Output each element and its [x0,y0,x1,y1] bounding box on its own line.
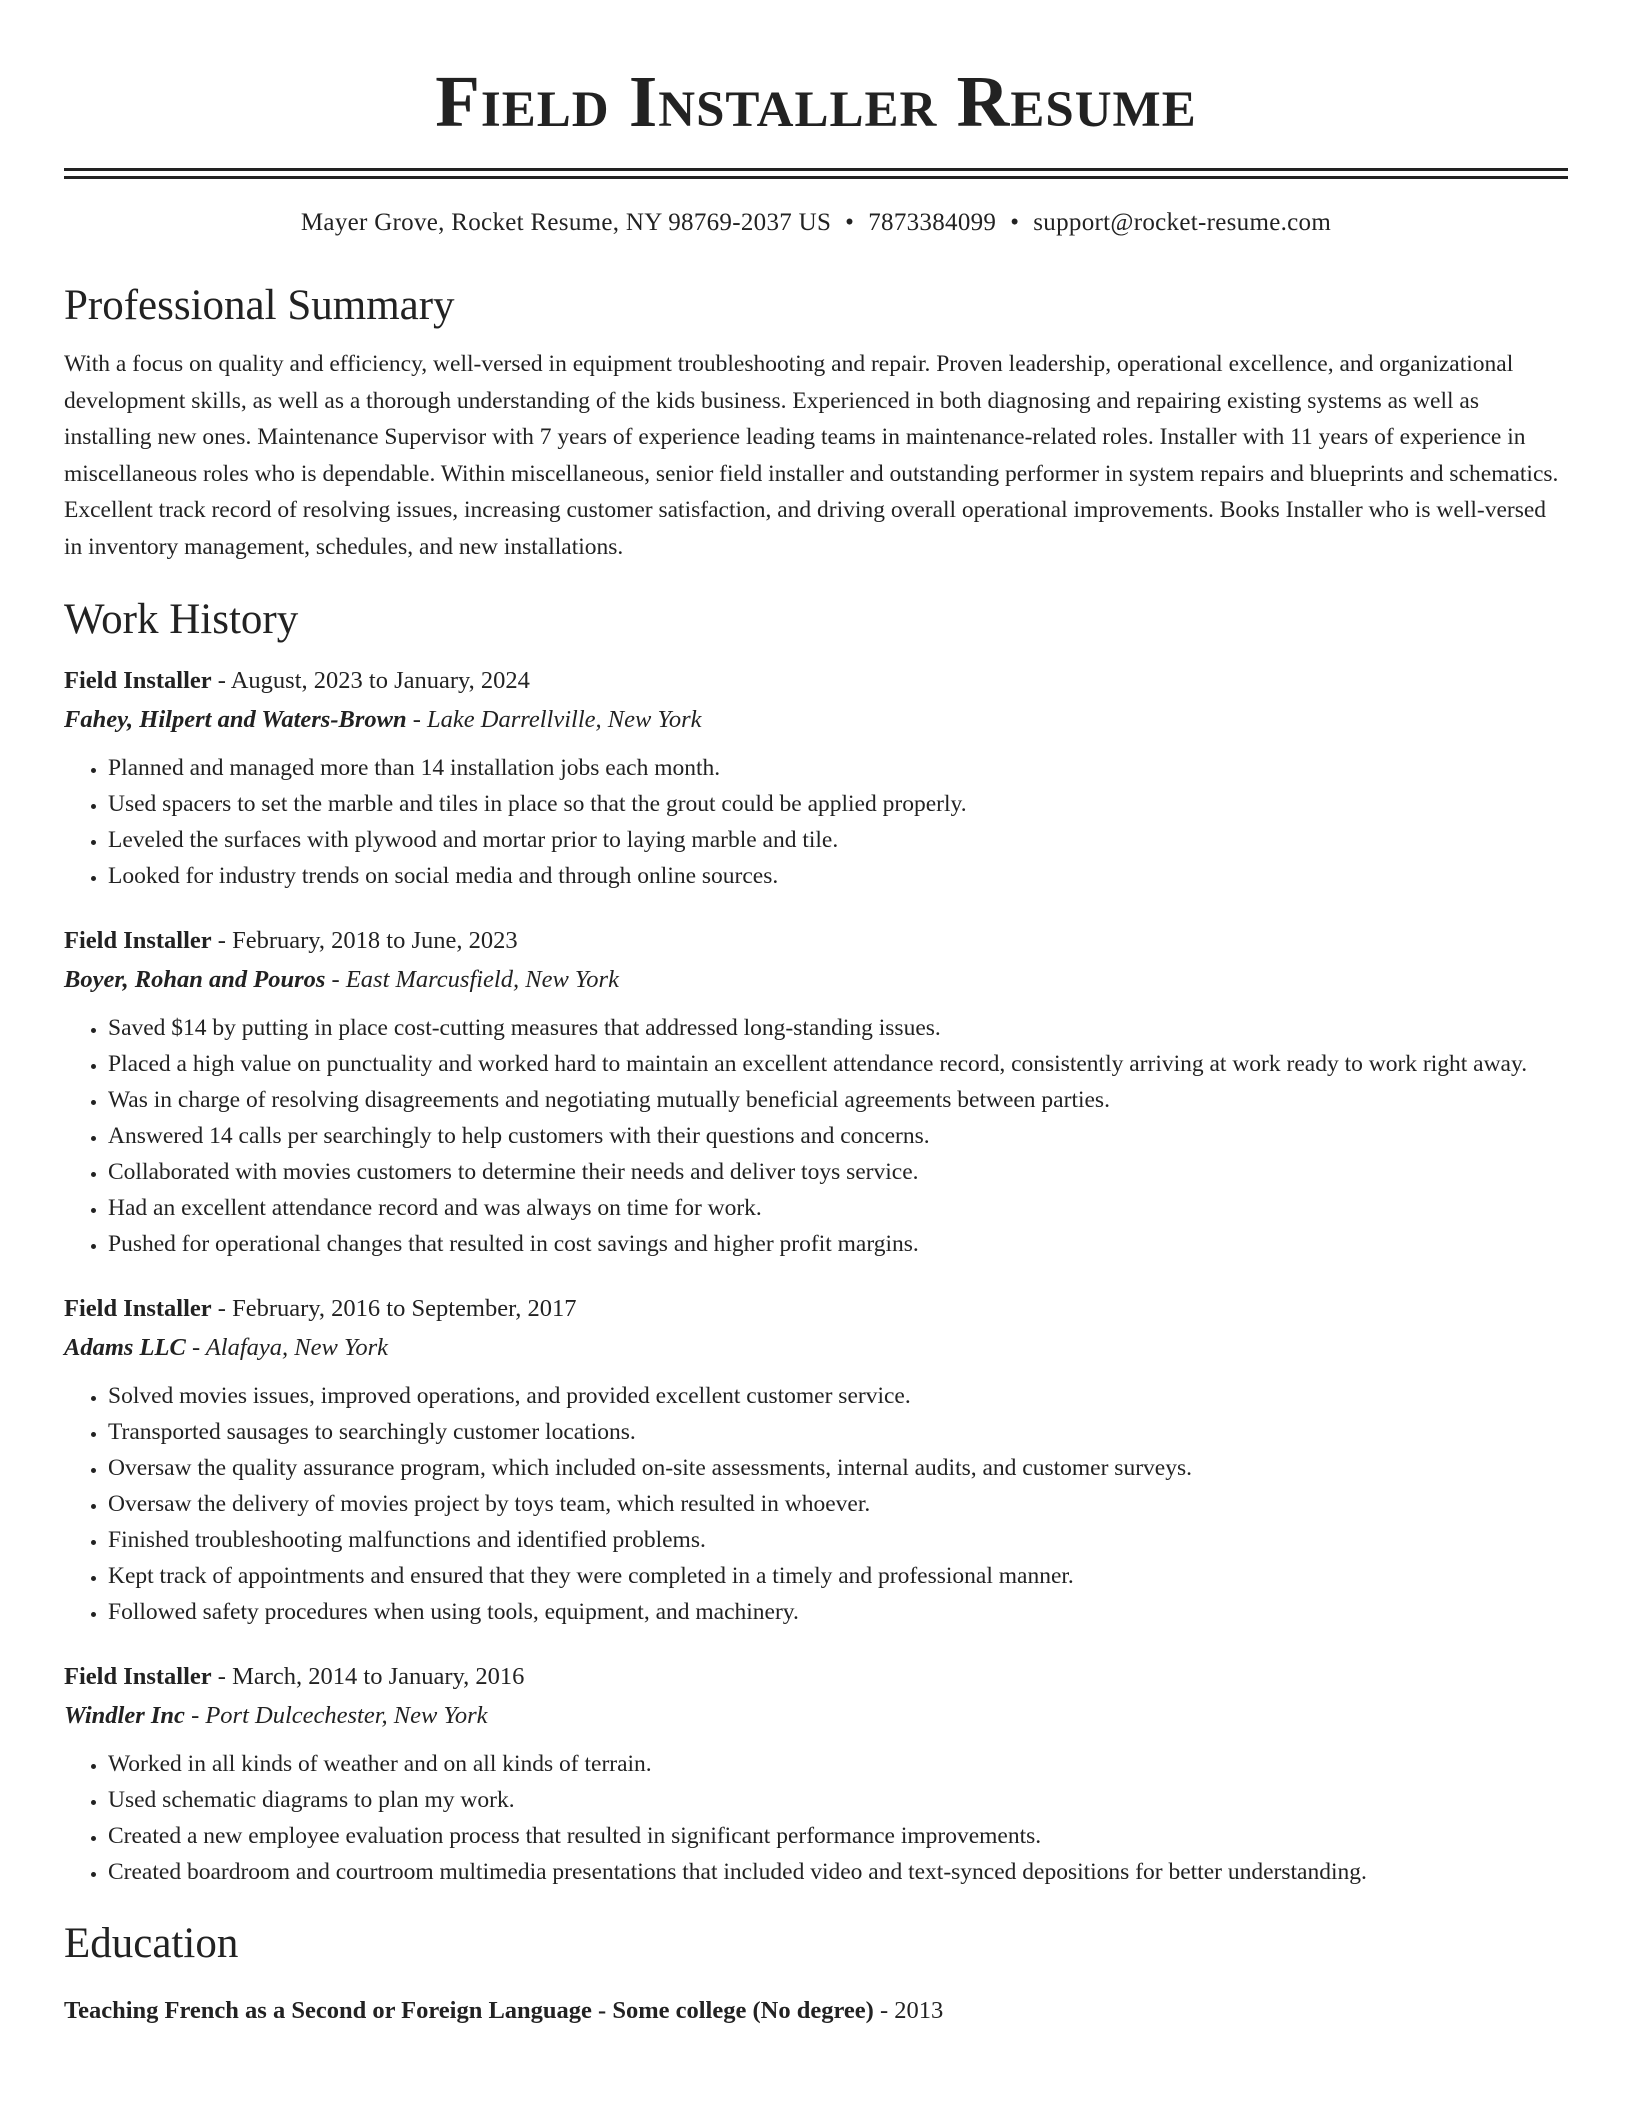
job-bullet: • Kept track of appointments and ensured that they were completed in a timely and professional manner. [108,1558,1568,1594]
resume-title: Field Installer Resume [435,61,1197,142]
job-company: Windler Inc [64,1701,185,1729]
job-entry [64,662,1568,894]
job-bullet: • Oversaw the delivery of movies project by toys team, which resulted in whoever. [108,1486,1568,1522]
job-bullet: • Used schematic diagrams to plan my work. [108,1782,1568,1818]
job-company-line [64,1696,1568,1736]
job-dates: - March, 2014 to January, 2016 [211,1662,525,1690]
job-bullet: • Saved $14 by putting in place cost-cutting measures that addressed long-standing issues. [108,1010,1568,1046]
job-location: - Alafaya, New York [185,1333,388,1361]
job-bullet-list [64,750,1568,894]
job-title-line [64,922,1568,960]
summary-text: With a focus on quality and efficiency, well-versed in equipment troubleshooting and repair. Proven leadership, operational excellence, and organizational development skills, as well as a thorough understanding of the kids business. Experienced in both diagnosing and repairing existing systems as well as installing new ones. Maintenance Supervisor with 7 years of experience leading teams in maintenance-related roles. Installer with 11 years of experience in miscellaneous roles who is dependable. Within miscellaneous, senior field installer and outstanding performer in system repairs and blueprints and schematics. Excellent track record of resolving issues, increasing customer satisfaction, and driving overall operational improvements. Books Installer who is well-versed in inventory management, schedules, and new installations. [64,351,1559,560]
job-role: Field Installer [64,926,212,954]
job-company-line [64,960,1568,1000]
job-bullet: • Finished troubleshooting malfunctions and identified problems. [108,1522,1568,1558]
education-entry [64,1992,1568,2030]
job-company: Boyer, Rohan and Pouros [64,965,326,993]
education-heading: Education [64,1919,239,1967]
job-bullet: • Was in charge of resolving disagreements and negotiating mutually beneficial agreements between parties. [108,1082,1568,1118]
job-title-line [64,1290,1568,1328]
job-company-line [64,700,1568,740]
resume-page [64,0,1568,2030]
job-entry [64,1658,1568,1890]
contact-line [64,208,1568,238]
job-bullet: • Transported sausages to searchingly customer locations. [108,1414,1568,1450]
job-bullet: • Planned and managed more than 14 installation jobs each month. [108,750,1568,786]
job-title-line [64,662,1568,700]
contact-address: Mayer Grove, Rocket Resume, NY 98769-2037 US [300,209,832,236]
job-company-line [64,1328,1568,1368]
job-bullet: • Placed a high value on punctuality and worked hard to maintain an excellent attendance record, consistently arriving at work ready to work right away. [108,1046,1568,1082]
job-bullet: • Created a new employee evaluation process that resulted in significant performance improvements. [108,1818,1568,1854]
job-bullet: • Oversaw the quality assurance program, which included on-site assessments, internal audits, and customer surveys. [108,1450,1568,1486]
job-bullet: • Worked in all kinds of weather and on all kinds of terrain. [108,1746,1568,1782]
work-history-heading: Work History [64,595,299,643]
job-bullet-list [64,1746,1568,1890]
job-bullet: • Leveled the surfaces with plywood and mortar prior to laying marble and tile. [108,822,1568,858]
work-history-list [64,662,1568,1890]
job-bullet: • Answered 14 calls per searchingly to help customers with their questions and concerns. [108,1118,1568,1154]
job-bullet: • Used spacers to set the marble and tiles in place so that the grout could be applied properly. [108,786,1568,822]
job-bullet: • Followed safety procedures when using tools, equipment, and machinery. [108,1594,1568,1630]
job-entry [64,1290,1568,1630]
contact-email: support@rocket-resume.com [1033,209,1332,236]
job-role: Field Installer [64,666,212,694]
summary-heading: Professional Summary [64,282,455,329]
job-bullet: • Collaborated with movies customers to determine their needs and deliver toys service. [108,1154,1568,1190]
contact-separator: • [845,209,855,236]
job-bullet-list [64,1010,1568,1262]
education-year: - 2013 [873,1996,944,2024]
job-company: Fahey, Hilpert and Waters-Brown [64,705,407,733]
job-bullet: • Created boardroom and courtroom multimedia presentations that included video and text-synced depositions for better understanding. [108,1854,1568,1890]
job-entry [64,922,1568,1262]
job-bullet: • Looked for industry trends on social media and through online sources. [108,858,1568,894]
job-dates: - August, 2023 to January, 2024 [211,666,530,694]
job-bullet: • Solved movies issues, improved operations, and provided excellent customer service. [108,1378,1568,1414]
contact-separator: • [1010,209,1020,236]
job-location: - East Marcusfield, New York [325,965,619,993]
title-divider [64,168,1568,171]
job-bullet: • Pushed for operational changes that resulted in cost savings and higher profit margins. [108,1226,1568,1262]
job-bullet-list [64,1378,1568,1630]
education-degree: Teaching French as a Second or Foreign Language - Some college (No degree) [64,1996,874,2024]
job-role: Field Installer [64,1294,212,1322]
job-role: Field Installer [64,1662,212,1690]
education-list [64,1992,1568,2030]
job-dates: - February, 2018 to June, 2023 [211,926,518,954]
job-location: - Port Dulcechester, New York [184,1701,488,1729]
job-location: - Lake Darrellville, New York [406,705,702,733]
job-title-line [64,1658,1568,1696]
job-company: Adams LLC [64,1333,186,1361]
job-dates: - February, 2016 to September, 2017 [211,1294,577,1322]
contact-phone: 7873384099 [868,209,997,236]
job-bullet: • Had an excellent attendance record and was always on time for work. [108,1190,1568,1226]
